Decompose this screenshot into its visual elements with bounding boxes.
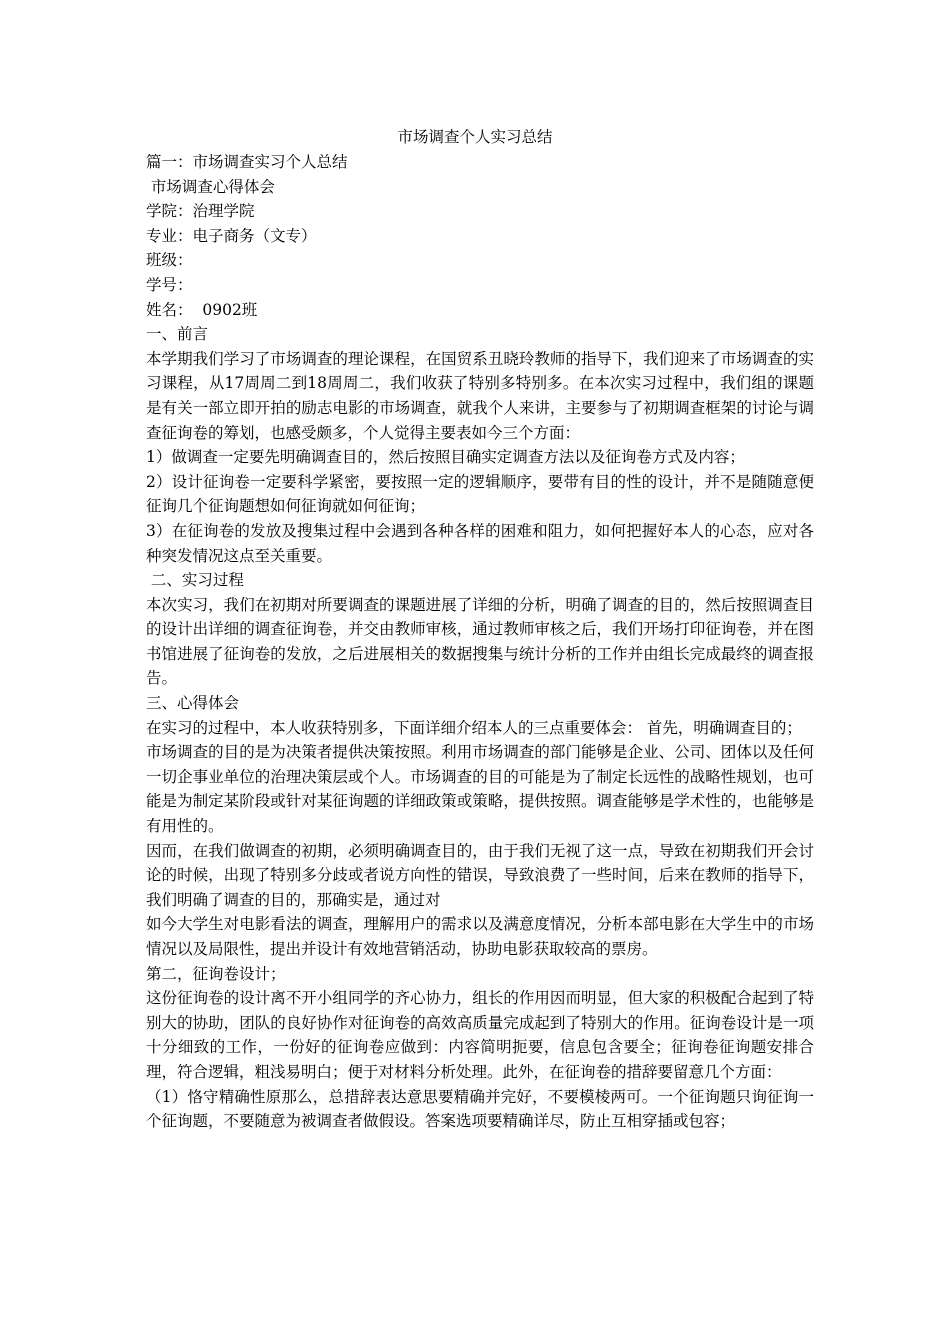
document-title: 市场调查个人实习总结: [397, 128, 553, 146]
list-item-3: 3）在征询卷的发放及搜集过程中会遇到各种各样的困难和阻力，如何把握好本人的心态，应对各种突发情况这点至关重要。: [146, 521, 814, 565]
paragraph-second: 第二，征询卷设计；: [146, 964, 286, 983]
paragraph-college: 学院：治理学院: [146, 202, 255, 221]
heading-process: 二、实习过程: [146, 571, 244, 590]
paragraph-accuracy-principle: （1）恪守精确性原那么，总措辞表达意思要精确并完好，不要模棱两可。一个征询题只询征询一个征询题，不要随意为被调查者做假设。答案选项要精确详尽，防止互相穿插或包容；: [146, 1087, 814, 1131]
paragraph-purpose: 市场调查的目的是为决策者提供决策按照。利用市场调查的部门能够是企业、公司、团体以及任何一切企事业单位的治理决策层或个人。市场调查的目的可能是为了制定长远性的战略性规划，也可能是为制定某阶段或针对某征询题的详细政策或策略，提供按照。调查能够是学术性的，也能够是有用性的。: [146, 743, 814, 836]
paragraph-therefore: 因而，在我们做调查的初期，必须明确调查目的，由于我们无视了这一点，导致在初期我们开会讨论的时候，出现了特别多分歧或者说方向性的错误，导致浪费了一些时间，后来在教师的指导下，我们明确了调查的目的，那确实是，通过对: [146, 841, 814, 909]
paragraph-experience-intro: 在实习的过程中，本人收获特别多，下面详细介绍本人的三点重要体会： 首先，明确调查目的；: [146, 718, 802, 737]
paragraph-student-id: 学号：: [146, 275, 193, 294]
paragraph-questionnaire-design: 这份征询卷的设计离不开小组同学的齐心协力，组长的作用因而明显，但大家的积极配合起到了特别大的协助，团队的良好协作对征询卷的高效高质量完成起到了特别大的作用。征询卷设计是一项十分细致的工作，一份好的征询卷应做到：内容简明扼要，信息包含要全；征询卷征询题安排合理，符合逻辑，粗浅易明白；便于对材料分析处理。此外，在征询卷的措辞要留意几个方面：: [146, 989, 814, 1081]
paragraph-class: 班级：: [146, 251, 193, 270]
paragraph-name: 姓名： 0902班: [146, 300, 258, 319]
heading-experience: 三、心得体会: [146, 694, 240, 713]
paragraph-process: 本次实习，我们在初期对所要调查的课题进展了详细的分析，明确了调查的目的，然后按照调查目的设计出详细的调查征询卷，并交由教师审核，通过教师审核之后，我们开场打印征询卷，并在图书馆进展了征询卷的发放，之后进展相关的数据搜集与统计分析的工作并由组长完成最终的调查报告。: [146, 595, 814, 688]
document-body: [146, 150, 814, 1134]
paragraph-section-heading: 篇一：市场调查实习个人总结: [146, 153, 348, 171]
paragraph-major: 专业：电子商务（文专）: [146, 226, 317, 245]
paragraph-subtitle: 市场调查心得体会: [146, 177, 275, 196]
heading-preface: 一、前言: [146, 325, 209, 344]
paragraph-preface: 本学期我们学习了市场调查的理论课程，在国贸系丑晓玲教师的指导下，我们迎来了市场调查的实习课程，从17周周二到18周周二，我们收获了特别多特别多。在本次实习过程中，我们组的课题是有关一部立即开拍的励志电影的市场调查，就我个人来讲，主要参与了初期调查框架的讨论与调查征询卷的筹划，也感受颇多，个人觉得主要表如今三个方面：: [146, 349, 814, 442]
paragraph-survey-goal: 如今大学生对电影看法的调查，理解用户的需求以及满意度情况，分析本部电影在大学生中的市场情况以及局限性，提出并设计有效地营销活动，协助电影获取较高的票房。: [146, 915, 814, 958]
list-item-1: 1）做调查一定要先明确调查目的，然后按照目确实定调查方法以及征询卷方式及内容；: [146, 448, 745, 467]
list-item-2: 2）设计征询卷一定要科学紧密，要按照一定的逻辑顺序，要带有目的性的设计，并不是随随意便征询几个征询题想如何征询就如何征询；: [146, 472, 814, 516]
